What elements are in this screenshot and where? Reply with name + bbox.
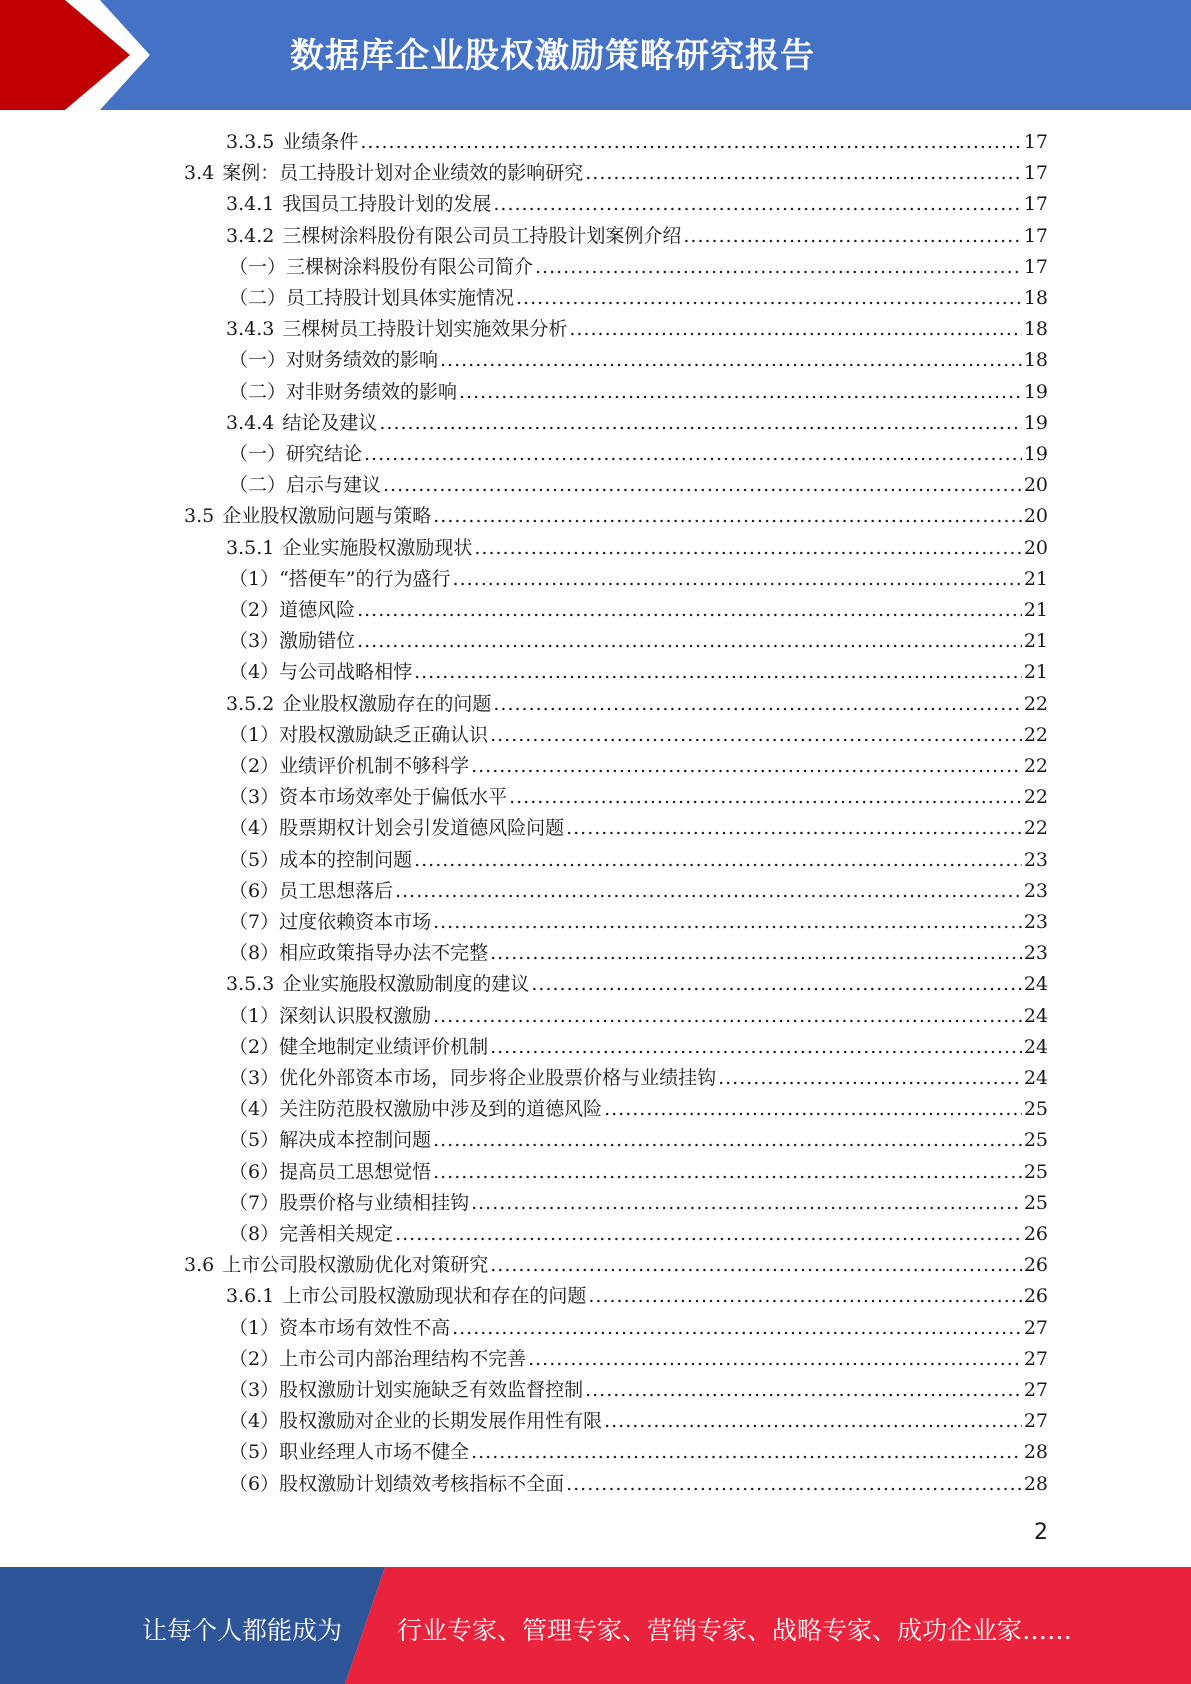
toc-entry-page: 24 bbox=[1023, 1035, 1048, 1058]
toc-entry-page: 24 bbox=[1023, 1067, 1048, 1089]
toc-entry-page: 20 bbox=[1023, 505, 1048, 528]
toc-entry-page: 17 bbox=[1023, 193, 1048, 216]
toc-entry-title: （3）股权激励计划实施缺乏有效监督控制 bbox=[229, 1379, 584, 1401]
toc-dot-leader bbox=[379, 412, 1021, 434]
toc-entry-title: （3）激励错位 bbox=[229, 630, 356, 653]
toc-entry[interactable] bbox=[229, 938, 1048, 969]
toc-entry-title: （1）“搭便车”的行为盛行 bbox=[229, 567, 451, 590]
toc-entry[interactable] bbox=[226, 1281, 1048, 1312]
toc-entry-title: 企业股权激励问题与策略 bbox=[222, 505, 432, 528]
toc-entry[interactable] bbox=[184, 158, 1048, 189]
toc-entry[interactable] bbox=[229, 845, 1048, 876]
footer-slogan-left: 让每个人都能成为 bbox=[142, 1616, 343, 1645]
toc-entry-page: 23 bbox=[1023, 879, 1048, 902]
toc-entry-title: （二）启示与建议 bbox=[229, 474, 382, 497]
toc-entry-title: 企业实施股权激励制度的建议 bbox=[282, 973, 530, 996]
toc-dot-leader bbox=[364, 443, 1022, 465]
toc-entry-page: 19 bbox=[1023, 380, 1048, 403]
toc-entry[interactable] bbox=[226, 221, 1048, 252]
toc-dot-leader bbox=[357, 630, 1022, 652]
toc-entry-page: 21 bbox=[1023, 567, 1048, 590]
toc-entry-page: 18 bbox=[1023, 287, 1048, 309]
toc-entry-page: 20 bbox=[1023, 474, 1048, 497]
toc-dot-leader bbox=[414, 849, 1022, 871]
toc-entry[interactable] bbox=[229, 1375, 1048, 1406]
toc-entry[interactable] bbox=[229, 1437, 1048, 1468]
toc-dot-leader bbox=[433, 1161, 1022, 1183]
footer-slogan-right: 行业专家、管理专家、营销专家、战略专家、成功企业家…… bbox=[397, 1616, 1073, 1645]
toc-entry-title: （2）道德风险 bbox=[229, 599, 356, 621]
toc-entry-title: （3）资本市场效率处于偏低水平 bbox=[229, 786, 508, 809]
toc-entry-title: 三棵树员工持股计划实施效果分析 bbox=[282, 318, 568, 341]
toc-entry-page: 23 bbox=[1023, 942, 1048, 965]
toc-dot-leader bbox=[566, 1473, 1022, 1495]
toc-dot-leader bbox=[433, 1129, 1022, 1151]
toc-dot-leader bbox=[604, 1410, 1022, 1432]
toc-entry[interactable] bbox=[229, 876, 1048, 907]
toc-entry-page: 26 bbox=[1023, 1254, 1048, 1277]
toc-entry-number: 3.3.5 bbox=[226, 131, 275, 153]
toc-dot-leader bbox=[528, 1348, 1022, 1370]
toc-dot-leader bbox=[360, 131, 1021, 153]
toc-entry-page: 28 bbox=[1023, 1472, 1048, 1495]
toc-entry[interactable] bbox=[226, 127, 1048, 158]
toc-dot-leader bbox=[395, 1223, 1022, 1245]
toc-entry-title: （3）优化外部资本市场，同步将企业股票价格与业绩挂钩 bbox=[229, 1067, 717, 1089]
toc-entry-title: （5）解决成本控制问题 bbox=[229, 1129, 432, 1152]
toc-entry[interactable] bbox=[229, 907, 1048, 938]
toc-dot-leader bbox=[588, 1285, 1021, 1307]
toc-entry[interactable] bbox=[229, 470, 1048, 501]
toc-entry-title: （4）与公司战略相悖 bbox=[229, 661, 413, 684]
toc-entry-page: 17 bbox=[1023, 255, 1048, 278]
page-header bbox=[0, 0, 1191, 110]
toc-entry-title: （一）研究结论 bbox=[229, 443, 363, 465]
toc-dot-leader bbox=[474, 537, 1021, 559]
toc-entry-title: （4）股票期权计划会引发道德风险问题 bbox=[229, 817, 565, 840]
toc-dot-leader bbox=[383, 474, 1022, 496]
toc-entry-number: 3.5.2 bbox=[226, 692, 275, 715]
toc-entry[interactable] bbox=[229, 1219, 1048, 1250]
toc-dot-leader bbox=[585, 162, 1022, 184]
toc-dot-leader bbox=[535, 256, 1022, 278]
toc-entry-page: 22 bbox=[1023, 817, 1048, 840]
toc-entry-title: （5）职业经理人市场不健全 bbox=[229, 1441, 470, 1464]
toc-entry[interactable] bbox=[229, 720, 1048, 751]
toc-dot-leader bbox=[452, 1317, 1022, 1339]
toc-entry-title: （2）业绩评价机制不够科学 bbox=[229, 755, 470, 777]
toc-entry-number: 3.4.2 bbox=[226, 224, 275, 247]
toc-entry-number: 3.6.1 bbox=[226, 1285, 275, 1308]
toc-entry-number: 3.4.4 bbox=[226, 411, 275, 434]
toc-entry[interactable] bbox=[229, 1063, 1048, 1094]
toc-dot-leader bbox=[471, 755, 1022, 777]
toc-entry[interactable] bbox=[229, 1344, 1048, 1375]
toc-entry[interactable] bbox=[229, 813, 1048, 844]
toc-entry[interactable] bbox=[229, 595, 1048, 626]
toc-entry-number: 3.6 bbox=[184, 1254, 215, 1277]
toc-entry-title: （5）成本的控制问题 bbox=[229, 848, 413, 871]
toc-entry-page: 17 bbox=[1023, 224, 1048, 247]
toc-entry-page: 17 bbox=[1023, 162, 1048, 185]
toc-entry[interactable] bbox=[229, 377, 1048, 408]
toc-entry-title: （8）相应政策指导办法不完整 bbox=[229, 942, 489, 965]
page-number: 2 bbox=[1034, 1520, 1048, 1545]
toc-entry-page: 25 bbox=[1023, 1160, 1048, 1183]
toc-entry[interactable] bbox=[229, 1406, 1048, 1437]
toc-entry-title: 企业股权激励存在的问题 bbox=[282, 692, 492, 715]
toc-entry[interactable] bbox=[229, 252, 1048, 283]
toc-entry-title: 我国员工持股计划的发展 bbox=[282, 193, 492, 216]
toc-entry[interactable] bbox=[184, 1250, 1048, 1281]
toc-entry-page: 22 bbox=[1023, 723, 1048, 746]
toc-entry-title: （7）股票价格与业绩相挂钩 bbox=[229, 1191, 470, 1214]
toc-dot-leader bbox=[440, 349, 1022, 371]
toc-entry[interactable] bbox=[229, 1032, 1048, 1063]
toc-entry[interactable] bbox=[226, 969, 1048, 1000]
toc-dot-leader bbox=[490, 724, 1022, 746]
toc-entry-page: 21 bbox=[1023, 661, 1048, 684]
toc-entry-title: 三棵树涂料股份有限公司员工持股计划案例介绍 bbox=[282, 224, 682, 247]
toc-entry-title: （1）深刻认识股权激励 bbox=[229, 1004, 432, 1027]
toc-entry-page: 24 bbox=[1023, 1004, 1048, 1027]
toc-entry-number: 3.5.1 bbox=[226, 536, 275, 559]
toc-entry-page: 20 bbox=[1023, 536, 1048, 559]
toc-entry[interactable] bbox=[229, 1469, 1048, 1500]
toc-dot-leader bbox=[490, 942, 1022, 964]
toc-dot-leader bbox=[414, 661, 1022, 683]
toc-dot-leader bbox=[490, 1254, 1022, 1276]
toc-dot-leader bbox=[433, 1005, 1022, 1027]
toc-entry[interactable] bbox=[226, 314, 1048, 345]
toc-dot-leader bbox=[516, 287, 1022, 309]
toc-entry-page: 26 bbox=[1023, 1285, 1048, 1308]
toc-entry[interactable] bbox=[229, 283, 1048, 314]
toc-entry[interactable] bbox=[229, 1313, 1048, 1344]
toc-dot-leader bbox=[357, 599, 1022, 621]
toc-entry-number: 3.4.1 bbox=[226, 193, 275, 216]
toc-entry-title: （一）对财务绩效的影响 bbox=[229, 349, 439, 372]
toc-entry-page: 21 bbox=[1023, 630, 1048, 653]
toc-entry-title: 结论及建议 bbox=[282, 411, 378, 434]
toc-dot-leader bbox=[490, 1036, 1022, 1058]
toc-entry[interactable] bbox=[229, 564, 1048, 595]
toc-entry-title: （7）过度依赖资本市场 bbox=[229, 911, 432, 933]
toc-entry-title: （4）股权激励对企业的长期发展作用性有限 bbox=[229, 1410, 603, 1433]
toc-entry-page: 27 bbox=[1023, 1379, 1048, 1401]
toc-entry[interactable] bbox=[229, 439, 1048, 470]
toc-dot-leader bbox=[604, 1098, 1022, 1120]
toc-dot-leader bbox=[433, 911, 1022, 933]
toc-entry-page: 23 bbox=[1023, 848, 1048, 871]
toc-entry-page: 28 bbox=[1023, 1441, 1048, 1464]
toc-entry[interactable] bbox=[226, 408, 1048, 439]
toc-entry[interactable] bbox=[229, 657, 1048, 688]
toc-entry-number: 3.4.3 bbox=[226, 318, 275, 341]
header-title: 数据库企业股权激励策略研究报告 bbox=[290, 36, 815, 76]
toc-entry[interactable] bbox=[229, 782, 1048, 813]
toc-entry-title: （一）三棵树涂料股份有限公司简介 bbox=[229, 255, 534, 278]
toc-entry-title: 企业实施股权激励现状 bbox=[282, 536, 473, 559]
toc-entry-title: 案例：员工持股计划对企业绩效的影响研究 bbox=[222, 162, 584, 185]
toc-entry[interactable] bbox=[226, 689, 1048, 720]
toc-entry-page: 22 bbox=[1023, 786, 1048, 809]
toc-entry[interactable] bbox=[229, 1125, 1048, 1156]
toc-dot-leader bbox=[433, 505, 1022, 527]
toc-entry-page: 22 bbox=[1023, 755, 1048, 777]
toc-entry[interactable] bbox=[184, 501, 1048, 532]
toc-entry-title: 业绩条件 bbox=[282, 131, 359, 153]
toc-entry-number: 3.5.3 bbox=[226, 973, 275, 996]
toc-entry-title: （二）员工持股计划具体实施情况 bbox=[229, 287, 515, 309]
toc-dot-leader bbox=[683, 225, 1021, 247]
toc-entry-title: （6）员工思想落后 bbox=[229, 879, 394, 902]
toc-entry-page: 18 bbox=[1023, 318, 1048, 341]
toc-dot-leader bbox=[585, 1379, 1022, 1401]
toc-entry-page: 23 bbox=[1023, 911, 1048, 933]
toc-entry-page: 25 bbox=[1023, 1191, 1048, 1214]
toc-entry-page: 24 bbox=[1023, 973, 1048, 996]
toc-entry-title: （4）关注防范股权激励中涉及到的道德风险 bbox=[229, 1098, 603, 1121]
toc-entry-page: 21 bbox=[1023, 599, 1048, 621]
toc-entry[interactable] bbox=[226, 189, 1048, 220]
toc-dot-leader bbox=[531, 973, 1021, 995]
toc-entry-title: 上市公司股权激励优化对策研究 bbox=[222, 1254, 489, 1277]
toc-entry-title: （2）健全地制定业绩评价机制 bbox=[229, 1035, 489, 1058]
toc-entry[interactable] bbox=[229, 345, 1048, 376]
toc-entry-number: 3.5 bbox=[184, 505, 215, 528]
toc-dot-leader bbox=[718, 1067, 1022, 1089]
toc-dot-leader bbox=[453, 568, 1022, 590]
toc-entry[interactable] bbox=[229, 626, 1048, 657]
toc-entry[interactable] bbox=[226, 533, 1048, 564]
page-footer bbox=[0, 1567, 1191, 1684]
toc-entry[interactable] bbox=[229, 1157, 1048, 1188]
toc-entry[interactable] bbox=[229, 1094, 1048, 1125]
toc-entry-title: （2）上市公司内部治理结构不完善 bbox=[229, 1347, 527, 1370]
toc-entry-page: 26 bbox=[1023, 1223, 1048, 1245]
toc-entry-page: 19 bbox=[1023, 411, 1048, 434]
toc-dot-leader bbox=[395, 880, 1022, 902]
toc-entry-page: 27 bbox=[1023, 1316, 1048, 1339]
toc-entry-title: （1）对股权激励缺乏正确认识 bbox=[229, 723, 489, 746]
toc-entry-page: 22 bbox=[1023, 692, 1048, 715]
toc-dot-leader bbox=[493, 193, 1021, 215]
toc-dot-leader bbox=[493, 693, 1021, 715]
toc-entry-number: 3.4 bbox=[184, 162, 215, 185]
toc-dot-leader bbox=[471, 1441, 1022, 1463]
toc-entry-title: （6）提高员工思想觉悟 bbox=[229, 1160, 432, 1183]
toc-entry-page: 25 bbox=[1023, 1098, 1048, 1121]
toc-entry-title: （1）资本市场有效性不高 bbox=[229, 1316, 451, 1339]
toc-entry-page: 25 bbox=[1023, 1129, 1048, 1152]
toc-dot-leader bbox=[566, 817, 1022, 839]
toc-entry-page: 19 bbox=[1023, 443, 1048, 465]
toc-entry[interactable] bbox=[229, 1188, 1048, 1219]
toc-entry-page: 27 bbox=[1023, 1410, 1048, 1433]
toc-entry-page: 17 bbox=[1023, 131, 1048, 153]
toc-dot-leader bbox=[569, 318, 1021, 340]
toc-entry-title: （8）完善相关规定 bbox=[229, 1223, 394, 1245]
toc-dot-leader bbox=[471, 1192, 1022, 1214]
toc-entry-title: （二）对非财务绩效的影响 bbox=[229, 380, 458, 403]
toc-entry-page: 27 bbox=[1023, 1347, 1048, 1370]
toc-entry-title: 上市公司股权激励现状和存在的问题 bbox=[282, 1285, 587, 1308]
toc-entry-page: 18 bbox=[1023, 349, 1048, 372]
toc-dot-leader bbox=[509, 786, 1022, 808]
toc-entry[interactable] bbox=[229, 1001, 1048, 1032]
toc-entry-title: （6）股权激励计划绩效考核指标不全面 bbox=[229, 1472, 565, 1495]
toc-dot-leader bbox=[459, 381, 1022, 403]
toc-entry[interactable] bbox=[229, 751, 1048, 782]
